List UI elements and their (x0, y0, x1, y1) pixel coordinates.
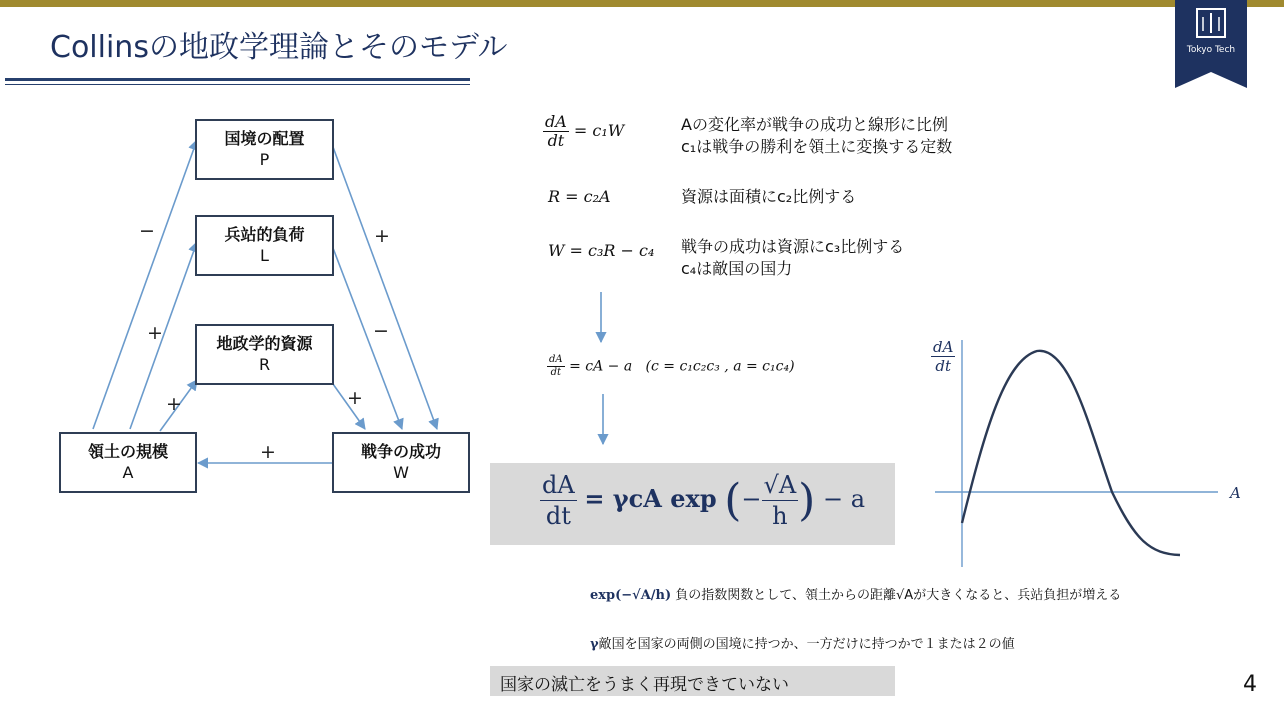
equation-4 (547, 354, 795, 379)
eq3-desc-line1: 戦争の成功は資源にc₃比例する (681, 237, 905, 256)
box-r-label: 地政学的資源 (216, 334, 313, 353)
eq2-description: 資源は面積にc₂比例する (681, 187, 857, 206)
equation-1 (543, 113, 624, 150)
eq1-desc-line2: c₁は戦争の勝利を領土に変換する定数 (681, 137, 953, 156)
box-l-sub: L (260, 246, 269, 265)
box-l (195, 215, 334, 276)
note1-label: exp(−√A/h) (590, 588, 672, 603)
sign-w-to-a: + (260, 441, 276, 463)
slide-title: Collinsの地政学理論とそのモデル (50, 30, 508, 65)
sign-p-to-w: + (374, 225, 390, 247)
box-w-label: 戦争の成功 (360, 442, 441, 461)
big-eq-den: dt (545, 502, 571, 530)
big-eq-rhs-pre: = γcA exp (584, 484, 717, 513)
graph-y-den: dt (935, 357, 952, 375)
eq4-rhs: = cA − a (569, 358, 633, 375)
box-p-sub: P (259, 150, 270, 169)
note1-text: 負の指数関数として、領土からの距離√Aが大きくなると、兵站負担が増える (675, 588, 1122, 603)
big-eq-rhs-post: − a (822, 485, 866, 513)
graph-y-num: dA (933, 338, 954, 356)
sign-a-to-l: + (147, 322, 163, 344)
note2-label: γ (590, 637, 599, 652)
equation-2: R = c₂A (548, 187, 611, 206)
box-l-label: 兵站的負荷 (224, 225, 305, 244)
box-r-sub: R (258, 355, 271, 374)
eq4-params: (c = c₁c₂c₃ , a = c₁c₄) (645, 358, 795, 375)
eq1-description (681, 114, 952, 158)
logo-text: Tokyo Tech (1186, 45, 1236, 55)
box-p-label: 国境の配置 (224, 129, 305, 148)
eq1-desc-line1: Aの変化率が戦争の成功と線形に比例 (681, 115, 948, 134)
eq3-description (681, 236, 904, 280)
big-eq-num: dA (542, 471, 575, 499)
sign-r-to-w: + (347, 387, 363, 409)
main-equation: $\frac{dA}{dt}$ = γcA exp (− $\frac{√A}{h}$ ) − a (542, 471, 866, 530)
graph-curve (962, 351, 1180, 555)
graph-x-label: A (1230, 484, 1241, 502)
box-a-label: 領土の規模 (87, 442, 168, 461)
sign-a-to-p: − (139, 220, 155, 242)
eq4-den: dt (550, 367, 562, 378)
equation-3: W = c₃R − c₄ (548, 241, 655, 260)
box-a-sub: A (122, 463, 134, 482)
arrow-a-to-l (130, 242, 197, 429)
box-a (59, 432, 197, 493)
box-r (195, 324, 334, 385)
page-number: 4 (1243, 672, 1257, 697)
sign-a-to-r: + (166, 393, 182, 415)
sign-l-to-w: − (373, 320, 389, 342)
arrow-l-to-w (333, 248, 402, 429)
box-w (332, 432, 470, 493)
eq3-desc-line2: c₄は敵国の国力 (681, 259, 793, 278)
big-eq-sqrt: √A (763, 471, 797, 499)
graph-y-label (931, 338, 955, 375)
box-p (195, 119, 334, 180)
note-2 (590, 633, 1015, 652)
note-1 (590, 584, 1121, 603)
eq1-den: dt (547, 131, 565, 150)
eq4-num: dA (549, 354, 563, 365)
eq1-num: dA (545, 112, 567, 131)
box-w-sub: W (393, 463, 409, 482)
eq1-rhs: = c₁W (573, 121, 625, 140)
big-eq-h: h (772, 502, 788, 530)
conclusion-text: 国家の滅亡をうまく再現できていない (500, 675, 789, 695)
note2-text: 敵国を国家の両側の国境に持つか、一方だけに持つかで１または２の値 (598, 637, 1015, 652)
